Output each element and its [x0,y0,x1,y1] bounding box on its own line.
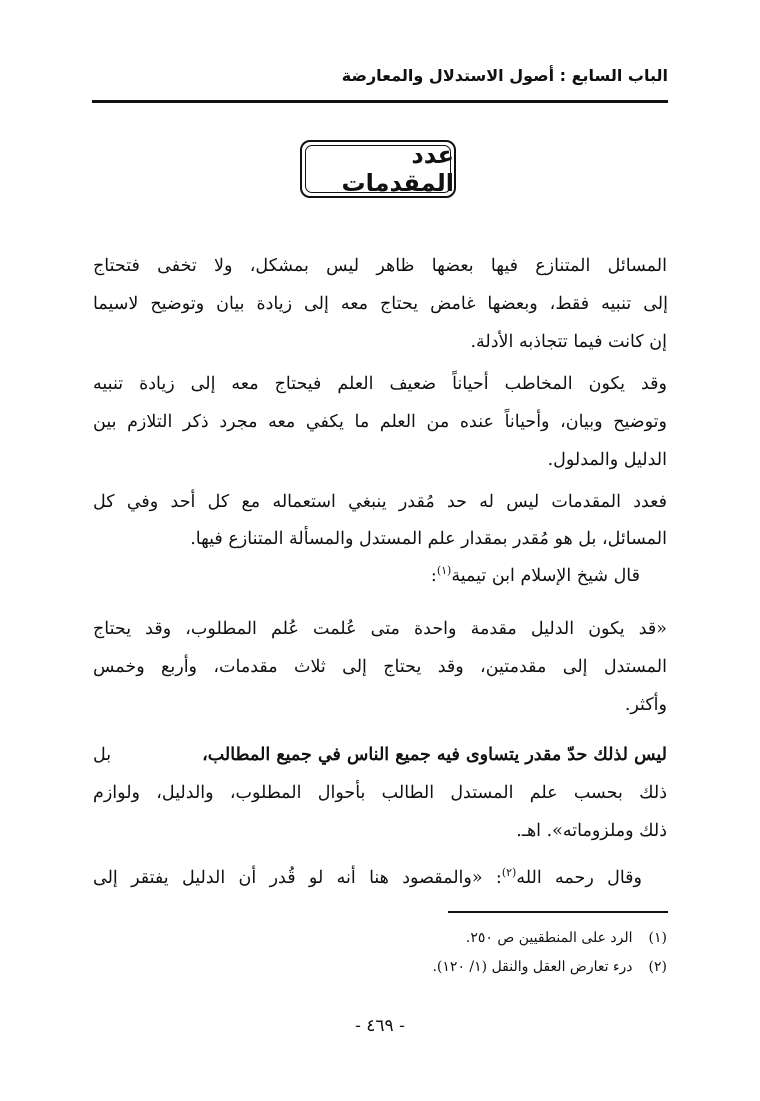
footnote-1 [466,927,667,949]
footnote-2-number: (٢) [648,959,667,975]
quote2-line-2: ذلك بحسب علم المستدل الطالب بأحوال المطلوب، والدليل، ولوازم [93,783,667,803]
paragraph-1-line-3: إن كانت فيما تتجاذبه الأدلة. [470,332,667,352]
paragraph-3-line-1: فعدد المقدمات ليس له حد مُقدر ينبغي استعماله مع كل أحد وفي كل [93,492,667,512]
footnote-2 [432,956,667,978]
closing-line-start: وقال رحمه الله [516,868,642,888]
quote-intro-text: قال شيخ الإسلام ابن تيمية [451,566,640,586]
quote-line-3: وأكثر. [624,695,667,715]
quote2-line-3: ذلك وملزوماته». اهـ. [516,821,667,841]
closing-line-end: : «والمقصود هنا أنه لو قُدر أن الدليل يفتقر إلى [93,868,502,888]
closing-line [93,862,642,894]
quote-line-1: «قد يكون الدليل مقدمة واحدة متى عُلمت عُلم المطلوب، وقد يحتاج [93,619,667,639]
footnote-ref-1: (١) [436,564,452,578]
paragraph-3-line-2: المسائل، بل هو مُقدر بمقدار علم المستدل والمسألة المتنازع فيها. [190,529,667,549]
paragraph-1-line-1: المسائل المتنازع فيها بعضها ظاهر ليس بمشكل، ولا تخفى فتحتاج [93,256,667,276]
quote-line-2: المستدل إلى مقدمتين، وقد يحتاج إلى ثلاث مقدمات، وأربع وخمس [93,657,667,677]
quote-intro [431,560,640,592]
section-title: عدد المقدمات [341,141,454,197]
quote2-bold-text: ليس لذلك حدّ مقدر يتساوى فيه جميع الناس في جميع المطالب، [202,745,667,765]
paragraph-1-line-2: إلى تنبيه فقط، وبعضها غامض يحتاج معه إلى زيادة بيان وتوضيح لاسيما [93,294,668,314]
paragraph-2-line-1: وقد يكون المخاطب أحياناً ضعيف العلم فيحتاج معه إلى زيادة تنبيه [93,374,667,394]
quote2-line-1 [93,739,667,771]
running-header: الباب السابع : أصول الاستدلال والمعارضة [341,66,668,85]
footnote-ref-2: (٢) [501,866,517,880]
quote-intro-colon: : [430,566,437,586]
footnote-1-number: (١) [648,930,667,946]
footnote-divider [448,911,668,913]
section-title-frame [300,140,456,198]
footnote-1-text: الرد على المنطقيين ص ٢٥٠. [465,930,633,946]
footnote-2-text: درء تعارض العقل والنقل (١/ ١٢٠). [432,959,633,975]
paragraph-2-line-2: وتوضيح وبيان، وأحياناً عنده من العلم ما يكفي معه مجرد ذكر التلازم بين [93,412,667,432]
paragraph-2-line-3: الدليل والمدلول. [547,450,667,470]
page-number: - ٤٦٩ - [355,1016,405,1036]
header-divider [92,100,668,103]
quote2-line-1-end: بل [93,745,112,765]
